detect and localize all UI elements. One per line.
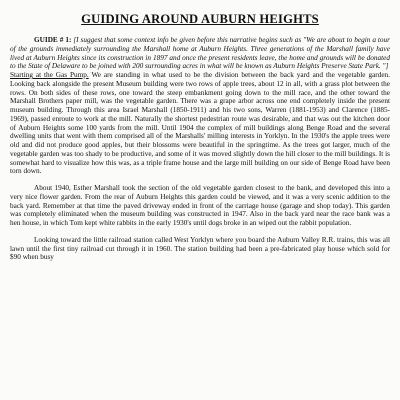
gas-pump-heading: Starting at the Gas Pump. bbox=[10, 71, 89, 79]
guide-label: GUIDE # 1: bbox=[34, 36, 72, 44]
railroad-paragraph: Looking toward the little railroad station called West Yorklyn where you board the Auburn Valley R.R. trains, this was all lawn until the first tiny railroad cut through it in 1960. The station building had been a pre-fabricated play house which sold for $90 when busy bbox=[10, 235, 390, 262]
gas-pump-paragraph bbox=[10, 71, 390, 176]
flower-garden-paragraph: About 1940, Esther Marshall took the section of the old vegetable garden closest to the bank, and developed this into a very nice flower garden. From the rear of Auburn Heights this garden could be viewed, and it was a very scenic addition to the back yard. Remember at that time the paved driveway ended in front of the carriage house (garage and shop today). This garden was completely eliminated when the museum building was constructed in 1947. Also in the back yard near the race bank was a hen house, in which Tom kept white rabbits in the early 1930's until dogs broke in an wiped out the rabbit population. bbox=[10, 184, 390, 227]
guide-paragraph bbox=[10, 36, 390, 71]
gas-pump-text: We are standing in what used to be the division between the back yard and the vegetable garden. Looking back alongside the present Museum building were two rows of apple trees, about 12 in all, with a grass plot between the rows. On both sides of these rows, one toward the steep embankment going down to the mill race, and the other toward the Marshall Brothers paper mill, was the vegetable garden. There was a grape arbor across one end completely inside the present museum building. Through this area Israel Marshall (1850-1911) and his two sons, Warren (1881-1953) and Clarence (1885-1969), passed enroute to work at the mill. Naturally the shortest pedestrian route was desirable, and that was out the kitchen door of Auburn Heights some 100 yards from the mill. Until 1904 the complex of mill buildings along Benge Road and the several dwelling units that went with them comprised all of the Marshalls' milling interests in Yorklyn. In the 1930's the apple trees were old and did not produce good apples, but their blossoms were beautiful in the springtime. As the trees got larger, much of the vegetable garden was too shady to be productive, and some of it was moved slightly down the hill closer to the mill buildings. It is somewhat hard to visualize how this was, as a triple frame house and the large mill building on our side of Benge Road have been torn down. bbox=[10, 71, 390, 176]
guide-note: [I suggest that some context info be given before this narrative begins such as "We are about to begin a tour of the grounds immediately surrounding the Marshall home at Auburn Heights. Three generations of the Marshall family have lived at Auburn Heights since its construction in 1897 and once the present residents leave, the home and grounds will be donated to the State of Delaware to be joined with 200 surrounding acres in what will be known as Auburn Heights Preserve State Park. "] bbox=[10, 36, 390, 71]
document-title: GUIDING AROUND AUBURN HEIGHTS bbox=[81, 12, 319, 26]
